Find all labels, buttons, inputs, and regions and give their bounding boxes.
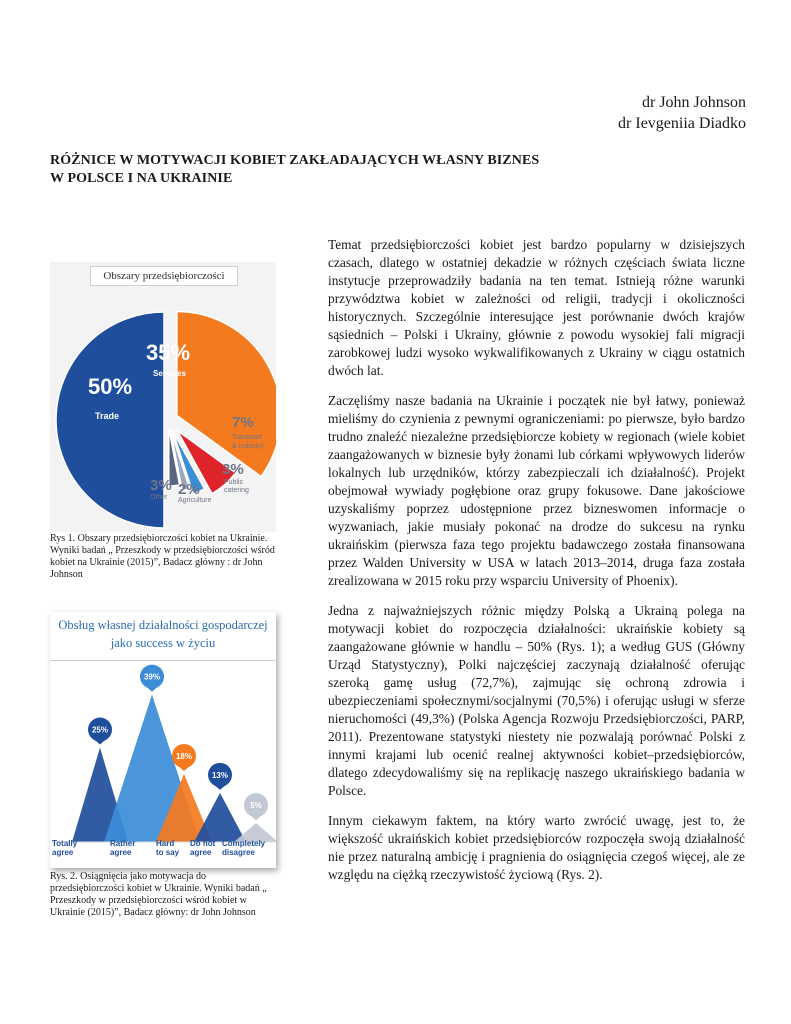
category-label-do-not-agree-2: agree (190, 848, 212, 857)
figure-2-caption: Rys. 2. Osiągnięcia jako motywacja do przedsiębiorczości kobiet w Ukrainie. Wyniki badań „ Przeszkody w przedsiębiorczości wśród kobiet w Ukrainie (2015)”, Badacz główny: dr John Johnson (50, 871, 267, 918)
body-text (328, 236, 745, 896)
category-label-hard-to-say-2: to say (156, 848, 180, 857)
pie-label-agriculture-value: 2% (178, 481, 200, 498)
category-label-completely-disagree-2: disagree (222, 848, 255, 857)
category-label-hard-to-say-1: Hard (156, 839, 175, 848)
value-label-totally-agree: 25% (91, 725, 109, 735)
pie-label-trade-value: 50% (88, 374, 133, 399)
pie-chart-title: Obszary przedsiębiorczości (90, 266, 238, 286)
category-label-rather-agree-2: agree (110, 848, 132, 857)
authors (618, 92, 746, 134)
category-label-do-not-agree-1: Do not (190, 839, 216, 848)
pie-label-agriculture: Agriculture (178, 497, 212, 504)
category-label-totally-agree-2: agree (52, 848, 74, 857)
figure-1-pie-chart (50, 262, 276, 532)
paragraph-1: Temat przedsiębiorczości kobiet jest bardzo popularny w dzisiejszych czasach, dlatego w ostatniej dekadzie w różnych częściach świata liczne instytucje przeprowadziły badania na ten temat. Istnieją różne warunki przywództwa kobiet w zależności od religii, tradycji i okoliczności historycznych. Szczególnie interesujące jest porównanie dwóch krajów sąsiednich – Polski i Ukrainy, głównie z powodu wysokiej fali migracji zarobkowej ludzi wysoko wykwalifikowanych z Ukrainy w ciągu ostatnich dwóch lat. (328, 237, 745, 378)
pie-label-transport-value: 7% (232, 414, 254, 431)
paragraph-3: Jedna z najważniejszych różnic między Polską a Ukrainą polega na motywacji kobiet do rozpoczęcia działalności: ukraińskie kobiety są zaangażowane głównie w handlu – 50% (Rys. 1); a według GUS (Główny Urząd Statystyczny), Polki najczęściej zaczynają działalność oferując szeroką gamę usług (72,7%), zajmując się ochroną zdrowia i ubezpieczeniami społecznymi/socjalnymi (70,5%) i oferując usługi w sferze nieruchomości (49,3%) (Polska Agencja Rozwoju Przedsiębiorczości, PARP, 2011). Prezentowane statystyki niestety nie pozwalają porównać Polski z innymi krajami lub ocenić realnej aktywności kobiet–przedsiębiorców, dlatego zdecydowaliśmy się na replikację naszego ukraińskiego badania w Polsce. (328, 603, 745, 798)
pie-label-other: Other (150, 494, 168, 501)
article-title (50, 152, 650, 188)
value-label-completely-disagree: 5% (250, 801, 262, 811)
pie-label-other-value: 3% (150, 477, 172, 494)
category-label-rather-agree-1: Rather (110, 839, 136, 848)
figure-1-caption: Rys 1. Obszary przedsiębiorczości kobiet na Ukrainie. Wyniki badań „ Przeszkody w przedsiębiorczości wśród kobiet na Ukrainie (2015)”, Badacz główny : dr John Johnson (50, 533, 275, 580)
figure-2-bar-chart (50, 612, 276, 868)
category-label-totally-agree-1: Totally (52, 839, 78, 848)
pie-label-services-value: 35% (146, 340, 191, 365)
pie-label-trade: Trade (95, 411, 120, 421)
pie-label-catering: catering (224, 487, 249, 494)
value-label-do-not-agree: 13% (211, 770, 229, 780)
pie-label-transport: Transport (232, 434, 262, 441)
value-label-rather-agree: 39% (143, 672, 161, 682)
pie-label-industry: & Industry (232, 443, 264, 450)
pie-label-public: Public (224, 479, 244, 486)
pie-label-public-value: 3% (222, 461, 244, 478)
value-label-hard-to-say: 18% (175, 752, 193, 761)
pie-label-services: Services (153, 369, 186, 378)
author-1: dr John Johnson (641, 94, 746, 111)
category-label-completely-disagree-1: Completely (222, 839, 266, 848)
author-2: dr Ievgeniia Diadko (618, 115, 746, 132)
bar-chart-title: Obsług własnej działalności gospodarczej jako success w życiu (50, 612, 276, 661)
title-line-2: W POLSCE I NA UKRAINIE (50, 171, 233, 186)
pie-chart-svg (50, 262, 276, 532)
title-line-1: RÓŻNICE W MOTYWACJI KOBIET ZAKŁADAJĄCYCH WŁASNY BIZNES (50, 153, 540, 168)
paragraph-2: Zaczęliśmy nasze badania na Ukrainie i początek nie był łatwy, ponieważ mieliśmy do czynienia z pewnymi ograniczeniami: po pierwsze, było bardzo trudno znaleźć niezależne przedsiębiorcze kobiety w regionach (wiele kobiet zaangażowanych w biznesie były żonami lub córkami wpływowych liderów lokalnych lub urzędników, którzy zabezpieczali ich działalność). Projekt obejmował wywiady pogłębione oraz grupy fokusowe. Dane jakościowe uzyskaliśmy poprzez udostępnione przez bizneswomen informacje o wyzwaniach, jakie musiały pokonać na drodze do sukcesu na rynku ukraińskim (pierwsza faza tego projektu badawczego została finansowana przez Walden University w USA w latach 2013–2014, druga faza została zrealizowana w 2015 roku przy wsparciu University of Phoenix). (328, 393, 745, 588)
paragraph-4: Innym ciekawym faktem, na który warto zwrócić uwagę, jest to, że większość ukraińskich kobiet przedsiębiorców rozpoczęła swoją działalność nie przez naturalną ambicję i pragnienia do osiągnięcia czegoś więcej, ale ze względu na ciężką rzeczywistość życiową (Rys. 2). (328, 813, 745, 882)
